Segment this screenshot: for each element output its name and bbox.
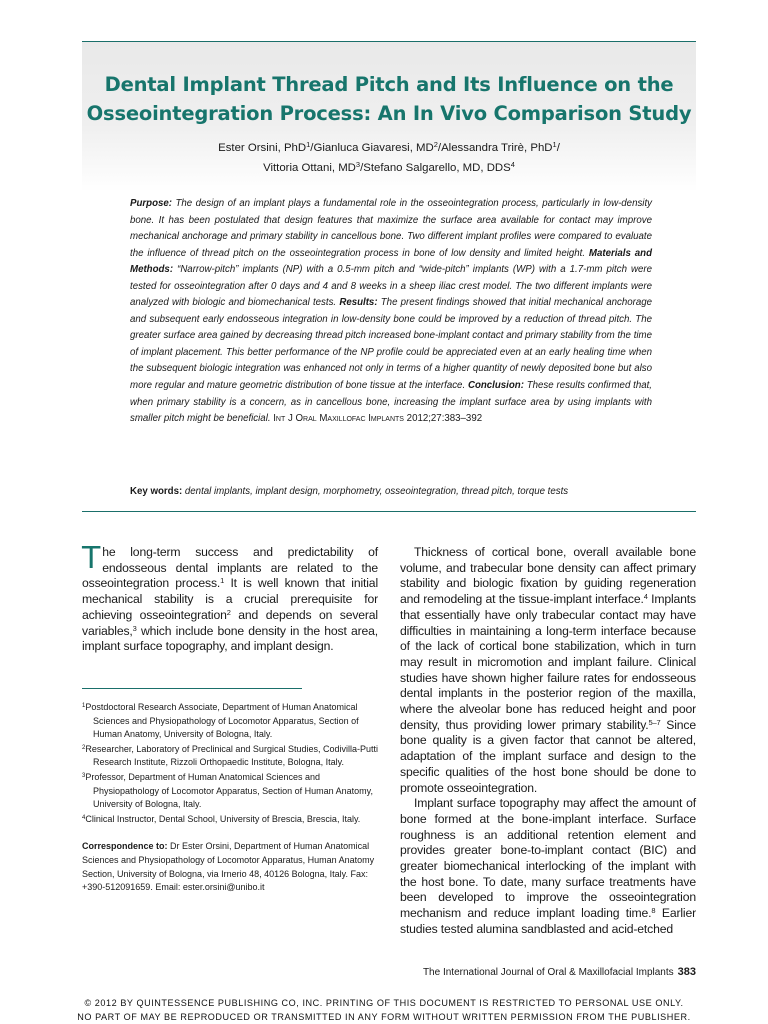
footnote-3-text: Professor, Department of Human Anatomical Sciences and Physiopathology of Locomotor Apparatus, Section of Human Anatomy, University of Bologna, Italy. — [85, 771, 373, 810]
abstract-conclusion-label: Conclusion: — [467, 380, 524, 392]
author-2: /Gianluca Giavaresi, MD — [310, 142, 434, 154]
ref-2: 2 — [226, 607, 231, 617]
author-5-affil: 4 — [510, 159, 515, 169]
abstract-results-label: Results: — [339, 297, 378, 309]
ref-8: 8 — [651, 906, 656, 916]
keywords — [130, 485, 670, 499]
copyright-line-2: NO PART OF MAY BE REPRODUCED OR TRANSMITTED IN ANY FORM WITHOUT WRITTEN PERMISSION FROM THE PUBLISHER. — [77, 1012, 691, 1022]
footnote-2-text: Researcher, Laboratory of Preclinical and Surgical Studies, Codivilla-Putti Research Institute, Rizzoli Orthopaedic Institute, Bologna, Italy. — [85, 743, 378, 768]
body-column-right — [400, 545, 696, 938]
footnotes — [82, 700, 382, 904]
footnote-1-num: 1 — [82, 703, 86, 709]
abstract-purpose: The design of an implant plays a fundamental role in the osseointegration process, particularly in low-density bone. It has been postulated that design features that maximize the surface area available for contact may improve mechanical anchorage and primary stability in cancellous bone. Two different implant profiles were compared to evaluate the influence of thread pitch on the osseointegration process in bone of low density and limited height. — [130, 198, 652, 259]
intro-text-1: he long-term success and predictability of endosseous dental implants are related to the osseointegration process. — [82, 545, 378, 591]
header-bottom-rule — [82, 511, 696, 512]
intro-text-2: It is well known that initial mechanical stability is a crucial prerequisite for achieving osseointegration — [82, 576, 378, 622]
abstract-methods-label: Materials and Methods: — [130, 247, 652, 276]
drop-cap: T — [82, 541, 101, 576]
body-paragraph-2 — [400, 796, 696, 937]
footnote-3 — [82, 770, 382, 812]
footnote-2 — [82, 742, 382, 770]
abstract-citation-journal: Int J Oral Maxillofac Implants — [273, 413, 404, 425]
body-p2-text-a: Implant surface topography may affect the amount of bone formed at the bone-implant interface. Surface roughness is an additional retention element and provides greater bone-to-implant contact (BIC) and greater biomechanical interlocking of the implant with the host bone. To date, many surface treatments have been developed to improve the osseointegration mechanism and reduce implant loading time. — [400, 796, 696, 921]
footnote-1 — [82, 700, 382, 742]
author-2-affil: 2 — [433, 140, 438, 149]
article-title — [82, 70, 696, 128]
correspondence-text: Dr Ester Orsini, Department of Human Anatomical Sciences and Physiopathology of Locomotor Apparatus, Human Anatomy Section, University of Bologna, via Irnerio 48, 40126 Bologna, Italy. Fax: +390-512091659. Email: ester.orsini@unibo.it — [82, 841, 375, 893]
body-column-left — [82, 541, 378, 655]
intro-paragraph — [82, 541, 378, 655]
body-p1-text-b: Implants that essentially have only trabecular contact may have difficulties in maintaining a long-term interface because of the lack of cortical bone stabilization, which in turn may result in micromotion and implant failure. Clinical studies have shown higher failure rates for endosseous dental implants in the posterior region of the maxilla, where the alveolar bone has reduced height and poor density, thus providing lower primary stability. — [400, 592, 696, 732]
title-line-1: Dental Implant Thread Pitch and Its Influence on the — [104, 73, 674, 96]
footnote-4 — [82, 812, 382, 827]
footnote-3-num: 3 — [82, 772, 86, 779]
ref-5-7: 5–7 — [648, 717, 661, 727]
correspondence-label: Correspondence to: — [82, 841, 168, 852]
footnote-4-text: Clinical Instructor, Dental School, University of Brescia, Brescia, Italy. — [85, 813, 361, 824]
author-4-affil: 3 — [355, 159, 361, 169]
page-number: 383 — [677, 966, 696, 978]
author-3: /Alessandra Trirè, PhD — [437, 142, 553, 154]
keywords-label: Key words: — [130, 486, 183, 497]
footer-journal-name: The International Journal of Oral & Maxillofacial Implants — [422, 967, 674, 978]
abstract-results: The present findings showed that initial mechanical anchorage and subsequent early endosseous integration in low-density bone could be improved by a reduction of thread pitch. The greater surface area gained by decreasing thread pitch increased bone-implant contact and primary stability from the time of implant placement. This better performance of the NP profile could be appreciated even at an early healing time when the subsequent biologic integration was enhanced not only in terms of a higher quantity of newly deposited bone but also more regular and mature geometric distribution of bone tissue at the interface. — [130, 297, 652, 392]
body-paragraph-1 — [400, 545, 696, 796]
body-p1-text-c: Since bone quality is a given factor that cannot be altered, adaptation of the implant surface and design to the specific qualities of the host bone should be done to promote osseointegration. — [400, 717, 696, 795]
author-separator: / — [556, 142, 560, 154]
footnote-2-num: 2 — [82, 744, 86, 751]
ref-4: 4 — [643, 592, 648, 602]
running-footer — [423, 966, 696, 978]
copyright-line-1: © 2012 BY QUINTESSENCE PUBLISHING CO, INC. PRINTING OF THIS DOCUMENT IS RESTRICTED TO PERSONAL USE ONLY. — [84, 998, 684, 1008]
correspondence — [82, 840, 382, 894]
footnote-1-text: Postdoctoral Research Associate, Department of Human Anatomical Sciences and Physiopathology of Locomotor Apparatus, Section of Human Anatomy, University of Bologna, Italy. — [85, 702, 359, 740]
abstract-citation-ref: 2012;27:383–392 — [403, 413, 483, 425]
ref-3: 3 — [132, 623, 137, 633]
author-list — [82, 137, 696, 176]
body-p1-text-a: Thickness of cortical bone, overall available bone volume, and trabecular bone density can affect primary stability and biologic fixation by guiding regeneration and remodeling at the tissue-implant interface. — [400, 545, 696, 607]
abstract — [130, 196, 652, 428]
keywords-text: dental implants, implant design, morphometry, osseointegration, thread pitch, torque tests — [182, 486, 569, 497]
intro-text-3: and depends on several variables, — [82, 607, 378, 638]
author-3-affil: 1 — [552, 140, 557, 149]
footnote-4-num: 4 — [82, 814, 86, 821]
intro-text-4: which include bone density in the host area, implant surface topography, and implant design. — [82, 623, 378, 654]
copyright-notice — [0, 996, 768, 1024]
body-p2-text-b: Earlier studies tested alumina sandblasted and acid-etched — [400, 906, 697, 936]
title-line-2: Osseointegration Process: An In Vivo Comparison Study — [86, 102, 692, 125]
author-5: /Stefano Salgarello, MD, DDS — [360, 161, 511, 174]
author-4: Vittoria Ottani, MD — [263, 161, 356, 174]
ref-1: 1 — [220, 576, 225, 586]
author-1-affil: 1 — [306, 140, 311, 149]
abstract-methods: “Narrow-pitch” implants (NP) with a 0.5-mm pitch and “wide-pitch” implants (WP) with a 1.7-mm pitch were tested for osseointegration after 0 days and 4 and 8 weeks in a sheep iliac crest model. The two different implants were analyzed with biologic and biomechanical tests. — [130, 264, 652, 309]
footnote-rule — [82, 688, 302, 689]
abstract-conclusion: These results confirmed that, when primary stability is a concern, as in cancellous bone, increasing the implant surface area by using implants with smaller pitch might be beneficial. — [130, 380, 652, 425]
author-1: Ester Orsini, PhD — [218, 142, 307, 154]
abstract-purpose-label: Purpose: — [130, 198, 172, 209]
